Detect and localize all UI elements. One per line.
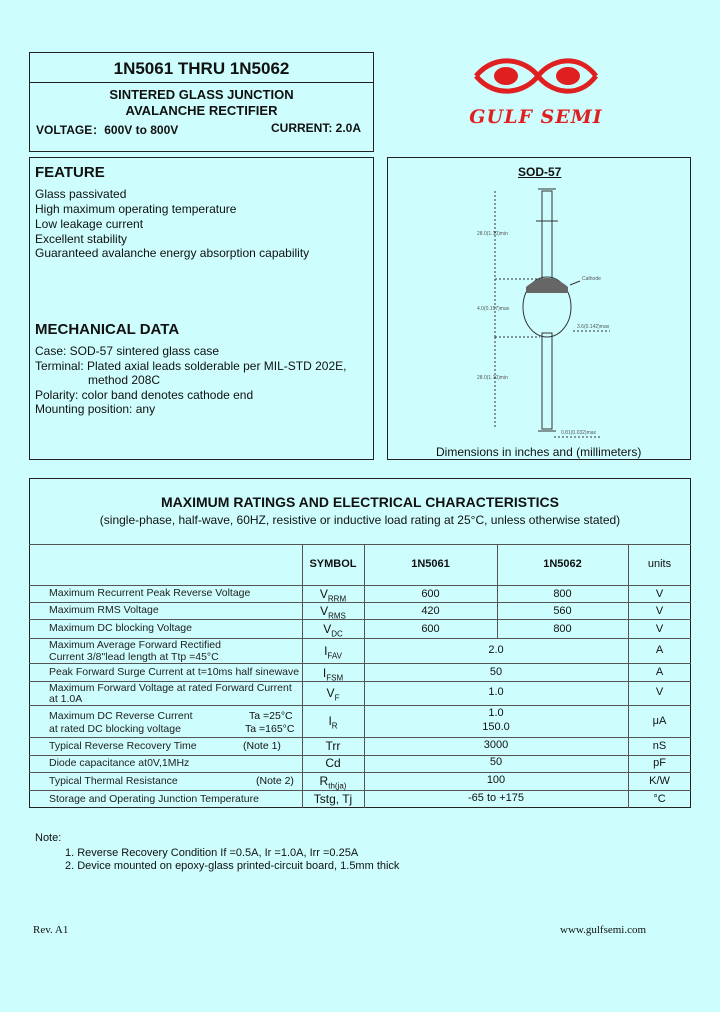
sod57-package-drawing: [460, 185, 680, 445]
revision-label: Rev. A1: [33, 924, 69, 936]
col-symbol-header: SYMBOL: [309, 558, 357, 570]
unit-cell: V: [655, 588, 664, 600]
symbol-cell: $V_{DC}$: [323, 622, 343, 639]
unit-cell: nS: [652, 740, 667, 752]
value-cell: 600: [421, 623, 440, 635]
unit-cell: V: [655, 623, 664, 635]
value-cell: 2.0: [488, 644, 504, 656]
current-rating: CURRENT: 2.0A: [271, 121, 362, 135]
col-1n5062-header: 1N5062: [543, 558, 582, 570]
feature-item: High maximum operating temperature: [35, 202, 237, 216]
unit-cell: °C: [653, 793, 666, 805]
symbol-cell: $R_{th(ja)}$: [319, 774, 347, 791]
unit-cell: V: [655, 605, 664, 617]
dimension-label: 4.0(0.157)max: [477, 306, 510, 312]
param-label-line2: Current 3/8"lead length at Ttp =45°C: [49, 651, 219, 663]
mechanical-item: Case: SOD-57 sintered glass case: [35, 344, 220, 358]
value-cell: 100: [486, 774, 506, 786]
param-label: Maximum Forward Voltage at rated Forward Current: [49, 682, 292, 694]
unit-cell: pF: [653, 757, 666, 769]
note-item: 1. Reverse Recovery Condition If =0.5A, Ir =1.0A, Irr =0.25A: [65, 847, 359, 859]
unit-cell: μA: [652, 715, 667, 727]
condition-label: Ta =165°C: [245, 723, 295, 735]
unit-cell: V: [655, 686, 664, 698]
condition-label: (Note 1): [243, 740, 281, 752]
feature-item: Glass passivated: [35, 187, 127, 201]
mechanical-item: Terminal: Plated axial leads solderable per MIL-STD 202E,: [35, 359, 347, 373]
param-label: Diode capacitance at0V,1MHz: [49, 757, 190, 769]
dimension-label: 28.0(1.10)min: [477, 375, 508, 381]
part-range-title: 1N5061 THRU 1N5062: [113, 59, 290, 78]
product-title-line1: SINTERED GLASS JUNCTION: [109, 87, 294, 102]
value-cell: 1.0: [488, 707, 504, 719]
param-label-line2: at rated DC blocking voltage: [49, 723, 181, 735]
symbol-cell: $V_F$: [326, 686, 340, 703]
unit-cell: A: [655, 666, 664, 678]
mechanical-item: Mounting position: any: [35, 402, 156, 416]
feature-item: Guaranteed avalanche energy absorption capability: [35, 246, 310, 260]
feature-item: Excellent stability: [35, 232, 128, 246]
param-label: Storage and Operating Junction Temperature: [49, 793, 259, 805]
param-label: Maximum Average Forward Rectified: [49, 639, 221, 651]
symbol-cell: Cd: [325, 756, 341, 770]
value-cell: 150.0: [482, 721, 510, 733]
symbol-cell: $V_{RRM}$: [319, 587, 347, 604]
ratings-subtitle: (single-phase, half-wave, 60HZ, resistive or inductive load rating at 25°C, unless otherwise stated): [99, 513, 621, 527]
value-cell: 600: [421, 588, 440, 600]
logo-text: GULF SEMI: [469, 106, 603, 128]
condition-label: Ta =25°C: [249, 710, 293, 722]
symbol-cell: $I_{FAV}$: [324, 644, 342, 661]
mechanical-item: Polarity: color band denotes cathode end: [35, 388, 254, 402]
param-label: Peak Forward Surge Current at t=10ms half sinewave: [49, 666, 300, 678]
value-cell: 3000: [483, 739, 509, 751]
diode-outline-icon: [460, 185, 680, 445]
param-label: Typical Thermal Resistance: [49, 775, 178, 787]
note-item: 2. Device mounted on epoxy-glass printed-circuit board, 1.5mm thick: [65, 860, 400, 872]
symbol-cell: Tstg, Tj: [313, 792, 353, 806]
product-title-line2: AVALANCHE RECTIFIER: [125, 103, 278, 118]
cathode-label: Cathode: [582, 276, 601, 282]
symbol-cell: $V_{RMS}$: [320, 604, 346, 621]
ratings-title: MAXIMUM RATINGS AND ELECTRICAL CHARACTERISTICS: [161, 494, 559, 510]
dimension-label: 0.81(0.032)max: [561, 430, 597, 436]
mechanical-item: method 208C: [88, 373, 161, 387]
param-label: Maximum Recurrent Peak Reverse Voltage: [49, 587, 251, 599]
notes-heading: Note:: [35, 832, 62, 844]
package-caption: Dimensions in inches and (millimeters): [436, 445, 642, 459]
param-label-line2: at 1.0A: [49, 693, 83, 705]
value-cell: 560: [553, 605, 572, 617]
mechanical-heading: MECHANICAL DATA: [35, 321, 180, 338]
col-units-header: units: [647, 558, 672, 570]
value-cell: 1.0: [488, 686, 504, 698]
unit-cell: K/W: [649, 775, 670, 787]
value-cell: -65 to +175: [468, 792, 524, 804]
param-label: Maximum RMS Voltage: [49, 604, 159, 616]
condition-label: (Note 2): [256, 775, 294, 787]
unit-cell: A: [655, 644, 664, 656]
param-label: Typical Reverse Recovery Time: [49, 740, 197, 752]
value-cell: 800: [553, 588, 572, 600]
col-1n5061-header: 1N5061: [411, 558, 450, 570]
package-name: SOD-57: [518, 165, 562, 179]
feature-heading: FEATURE: [35, 164, 105, 181]
voltage-rating: VOLTAGE：600V to 800V: [36, 123, 179, 137]
value-cell: 420: [421, 605, 440, 617]
value-cell: 50: [489, 666, 503, 678]
feature-item: Low leakage current: [35, 217, 144, 231]
param-label: Maximum DC blocking Voltage: [49, 622, 192, 634]
param-label: Maximum DC Reverse Current: [49, 710, 193, 722]
website-link[interactable]: www.gulfsemi.com: [560, 924, 647, 936]
gulf-semi-logo: [456, 54, 616, 134]
value-cell: 50: [489, 756, 503, 768]
dimension-label: 3.6(0.142)max: [577, 324, 610, 330]
symbol-cell: $I_R$: [328, 714, 338, 731]
dimension-label: 28.0(1.10)min: [477, 231, 508, 237]
symbol-cell: Trr: [325, 739, 341, 753]
value-cell: 800: [553, 623, 572, 635]
symbol-cell: $I_{FSM}$: [322, 666, 344, 683]
